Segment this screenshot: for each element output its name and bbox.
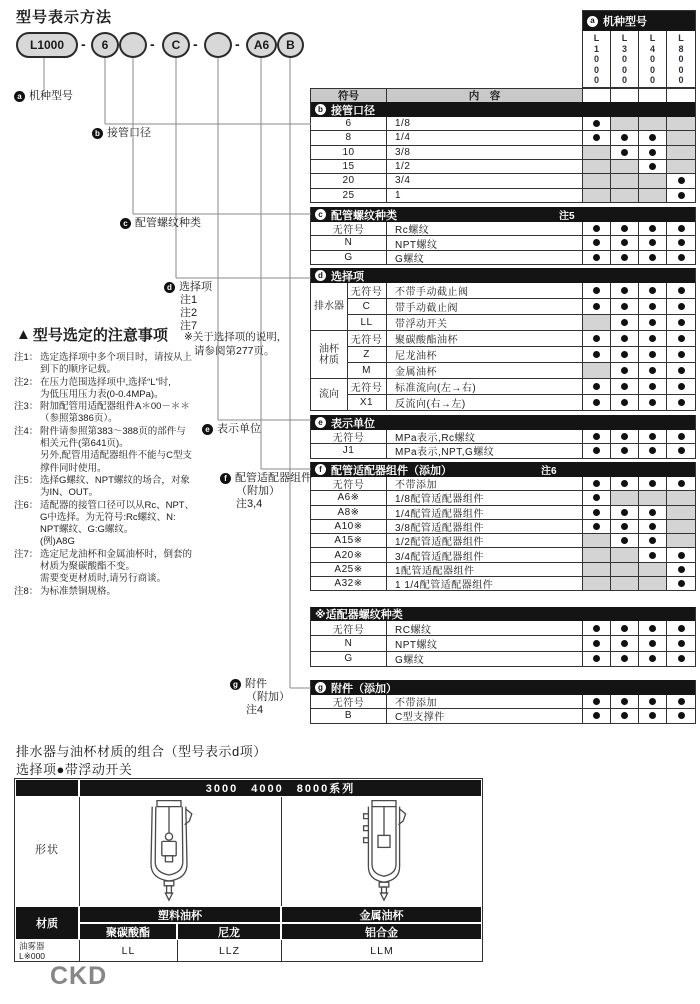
content-header-cell: 内 容 [387,89,583,102]
callout-subline: 注2 [180,307,198,319]
lubricator-row-label [15,940,79,962]
model-column-char: 4 [649,43,655,54]
note-label: 注5： [14,474,39,486]
callout-f-badge: f [315,464,326,475]
content-cell: 1/2配管适配器组件 [387,534,583,547]
callout-d-badge: d [315,270,326,281]
note-line: 适配器的接管口径可以从Rc、NPT、 [40,499,195,511]
content-cell: 带浮动开关 [387,315,583,330]
lubricator-label-line: 油雾器 [19,941,45,951]
combination-subtitle: 选择项●带浮动开关 [16,762,133,777]
option-group-油杯材质 [311,331,348,379]
callout-text: 配管螺纹种类 [135,217,201,229]
content-cell: 3/4 [387,174,583,187]
a-circle-icon: a [14,91,25,102]
model-column-char: 0 [678,75,684,85]
f-circle-icon: f [220,473,231,484]
model-code-digit: C [162,32,190,58]
content-cell: RC螺纹 [387,621,583,635]
model-column-char: 0 [649,54,655,64]
e-circle-icon: e [202,424,213,435]
models-panel-title: 机种型号 [603,16,647,28]
model-column-char: 0 [678,54,684,64]
section-title: ※适配器螺纹种类 [315,609,403,621]
plastic-bowl-group: 塑料油杯 [79,906,281,923]
note-line: NPT螺纹、G:G螺纹。 [40,524,134,536]
symbol-cell: 无符号 [347,283,387,298]
section-title: 附件（添加） [331,682,397,695]
note-line: 需要变更材质时,请另行商谈。 [40,573,167,585]
content-cell: 1/8配管适配器组件 [387,491,583,504]
symbol-cell: 无符号 [311,430,387,443]
symbol-cell: 无符号 [347,379,387,394]
callout-subline: 注4 [246,704,264,716]
section-note: 注6 [541,466,557,477]
symbol-cell: G [311,652,387,666]
combination-code-LL: LL [79,940,177,962]
combination-code-LLZ: LLZ [177,940,281,962]
selection-note [184,330,287,358]
note-line: 材质为聚碳酸酯不变。 [40,561,136,573]
sub-material-尼龙: 尼龙 [177,923,281,940]
callout-g-badge: g [315,682,326,693]
section-note: 注5 [559,211,575,222]
note-line: （参照第386页）。 [40,413,118,425]
model-column-char: L [593,33,600,43]
note-label: 注3： [14,401,39,413]
content-cell: 反流向(右→左) [387,395,583,410]
note-line: 选择G螺纹、NPT螺纹的场合，对象 [40,474,190,486]
model-column-char: 0 [649,64,655,75]
content-cell: 带手动截止阀 [387,299,583,314]
page-title: 型号表示方法 [16,9,113,26]
lubricator-label-line: L※000 [19,951,46,961]
note-line: 另外,配管用适配器组件不能与C型支 [40,450,193,462]
content-cell: 标准流向(左→右) [387,379,583,394]
symbol-cell: B [311,709,387,722]
model-code-separator: - [150,36,155,52]
combination-table [14,778,483,962]
combo-divider [281,797,282,906]
callout-line [220,472,312,485]
symbol-cell: Z [347,347,387,362]
model-column-char: 1 [593,43,599,54]
model-column-char: 0 [621,75,627,85]
warning-icon: ▲ [16,326,31,343]
callout-line [164,281,212,294]
symbol-cell: A10※ [311,520,387,533]
content-cell: 不带手动截止阀 [387,283,583,298]
symbol-cell: 6 [311,117,387,130]
callout-line [202,423,261,436]
note-line: 撑件同时使用。 [40,462,107,474]
content-cell: 金属油杯 [387,363,583,378]
symbol-cell: 15 [311,160,387,173]
symbol-cell: A8※ [311,506,387,519]
callout-label-g [230,678,290,717]
combination-code-LLM: LLM [281,940,482,962]
symbol-cell: 无符号 [311,695,387,708]
option-group-line: 流向 [319,389,339,400]
callout-line [92,127,151,140]
content-cell: 1配管适配器组件 [387,563,583,576]
content-cell: 聚碳酸酯油杯 [387,331,583,346]
callout-c-badge: c [315,209,326,220]
option-group-line: 材质 [319,354,339,366]
note-line: 在压力范围选择项中,选择“L”时, [40,376,171,388]
content-cell: 1/8 [387,117,583,130]
d-circle-icon: d [164,282,175,293]
symbol-cell: N [311,236,387,249]
symbol-cell: M [347,363,387,378]
callout-line [230,678,290,691]
symbol-cell: A15※ [311,534,387,547]
option-group-line: 排水器 [314,301,344,312]
model-column-char: 0 [621,54,627,64]
symbol-cell: J1 [311,444,387,457]
model-code-digit: 6 [91,32,119,58]
section-title: 选择项 [331,270,364,283]
symbol-cell: 无符号 [347,331,387,346]
model-code-base: L1000 [16,32,78,58]
combo-divider [79,797,80,906]
symbol-header-cell: 符号 [311,89,387,102]
content-cell: 不带添加 [387,695,583,708]
shape-label: 形状 [35,844,59,856]
note-line: 为标准禁铜规格。 [40,585,117,597]
callout-subline: 注1 [180,294,198,306]
sub-material-铝合金: 铝合金 [281,923,482,940]
symbol-cell: A6※ [311,491,387,504]
model-code-separator: - [193,36,198,52]
model-column-char: 0 [678,64,684,75]
g-circle-icon: g [230,679,241,690]
combo-series-header: 3000 4000 8000系列 [79,779,482,797]
callout-line [120,217,201,230]
callout-subline: （附加） [236,485,280,497]
option-group-line: 油杯 [319,343,339,355]
callout-text: 选择项 [179,281,212,293]
section-title: 表示单位 [331,417,375,430]
note-line: (例)A8G [40,536,75,548]
model-column-char: 0 [621,64,627,75]
callout-line [14,90,73,103]
content-cell: C型支撑件 [387,709,583,722]
symbol-cell: 无符号 [311,621,387,635]
symbol-cell: C [347,299,387,314]
symbol-cell: 25 [311,189,387,202]
model-code-separator: - [235,36,240,52]
callout-text: 附件 [245,678,267,690]
symbol-cell: N [311,636,387,650]
callout-b-badge: b [315,104,326,115]
content-cell: 1 1/4配管适配器组件 [387,577,583,590]
model-column-char: L [649,33,656,43]
model-column-char: 8 [678,43,684,54]
content-cell: G螺纹 [387,652,583,666]
content-cell: MPa表示,NPT,G螺纹 [387,444,583,457]
callout-subline: 注3,4 [236,498,263,510]
callout-text: 接管口径 [107,127,151,139]
symbol-cell: 8 [311,131,387,144]
model-column-char: L [621,33,628,43]
content-cell: 3/4配管适配器组件 [387,548,583,561]
note-line: G中选择。为无符号:Rc螺纹、N: [40,511,176,523]
note-line: 相关元件(第641页)。 [40,438,129,450]
content-cell: 尼龙油杯 [387,347,583,362]
callout-label-a [14,90,73,103]
content-cell: Rc螺纹 [387,222,583,235]
note-label: 注8： [14,585,39,597]
symbol-cell: A32※ [311,577,387,590]
selection-note-line: 请参阅第277页。 [194,345,275,357]
model-column-char: L [678,33,684,43]
content-cell: 1/4 [387,131,583,144]
section-title: 接管口径 [331,104,375,117]
section-title: 配管适配器组件（添加） [331,464,452,477]
symbol-cell: X1 [347,395,387,410]
content-cell: 1/4配管适配器组件 [387,506,583,519]
note-line: 选定尼龙油杯和金属油杯时，倒套的 [40,548,193,560]
content-cell: NPT螺纹 [387,636,583,650]
content-cell: MPa表示,Rc螺纹 [387,430,583,443]
plastic-bowl-drawing [133,799,205,903]
model-column-char: 0 [649,75,655,85]
content-cell: 不带添加 [387,477,583,490]
c-circle-icon: c [120,218,131,229]
model-code-separator: - [81,36,86,52]
note-line: 选定选择项中多个项目时，请按从上 [40,352,193,363]
symbol-cell: 无符号 [311,222,387,235]
callout-text: 机种型号 [29,90,73,102]
ckd-logo: CKD [50,962,108,990]
callout-label-c [120,217,201,230]
combo-corner-cell [15,779,79,797]
note-line: 附件请参照第383～388页的部件与 [40,425,186,437]
model-column-char: 0 [593,54,599,64]
callout-text: 表示单位 [217,423,261,435]
note-line: 到下的顺序记载。 [40,364,117,376]
notes-title-text: 型号选定的注意事项 [32,327,168,344]
content-cell: 1 [387,189,583,202]
content-cell: 3/8配管适配器组件 [387,520,583,533]
note-line: 为IN、OUT。 [40,487,99,499]
content-cell: NPT螺纹 [387,236,583,249]
note-label: 注4： [14,425,39,437]
symbol-cell: G [311,251,387,264]
note-label: 注1： [14,352,39,363]
callout-label-e [202,423,261,436]
callout-text: 配管适配器组件 [235,472,312,484]
callout-e-badge: e [315,417,326,428]
material-label: 材质 [15,906,79,940]
model-column-char: 0 [593,64,599,75]
content-cell: 3/8 [387,146,583,159]
note-label: 注2： [14,376,39,388]
metal-bowl-group: 金属油杯 [281,906,482,923]
note-line: 为低压用压力表(0-0.4MPa)。 [40,388,164,400]
callout-label-d [164,281,212,333]
callout-label-f [220,472,312,511]
selection-note-line: ※关于选择项的说明， [184,331,288,343]
option-group-排水器 [311,283,348,331]
symbol-cell: 10 [311,146,387,159]
model-column-char: 0 [593,75,599,85]
note-line: 附加配管用适配器组件A＊00－＊＊ [40,401,190,413]
metal-bowl-drawing [348,799,420,903]
note-label: 注6： [14,499,39,511]
b-circle-icon: b [92,128,103,139]
callout-subline: 注7 [180,320,198,332]
symbol-cell: 20 [311,174,387,187]
model-column-char: 3 [621,43,627,54]
callout-a-badge: a [587,16,598,27]
symbol-cell: A20※ [311,548,387,561]
combination-title: 排水器与油杯材质的组合（型号表示d项） [16,744,267,759]
model-code-digit: B [277,32,304,58]
symbol-cell: 无符号 [311,477,387,490]
section-title: 配管螺纹种类 [331,209,397,222]
option-group-流向 [311,379,348,411]
sub-material-聚碳酸酯: 聚碳酸酯 [79,923,177,940]
content-cell: G螺纹 [387,251,583,264]
callout-subline: （附加） [246,691,290,703]
content-cell: 1/2 [387,160,583,173]
symbol-cell: LL [347,315,387,330]
note-label: 注7： [14,548,39,560]
symbol-cell: A25※ [311,563,387,576]
model-code-digit: A6 [246,32,277,58]
callout-label-b [92,127,151,140]
